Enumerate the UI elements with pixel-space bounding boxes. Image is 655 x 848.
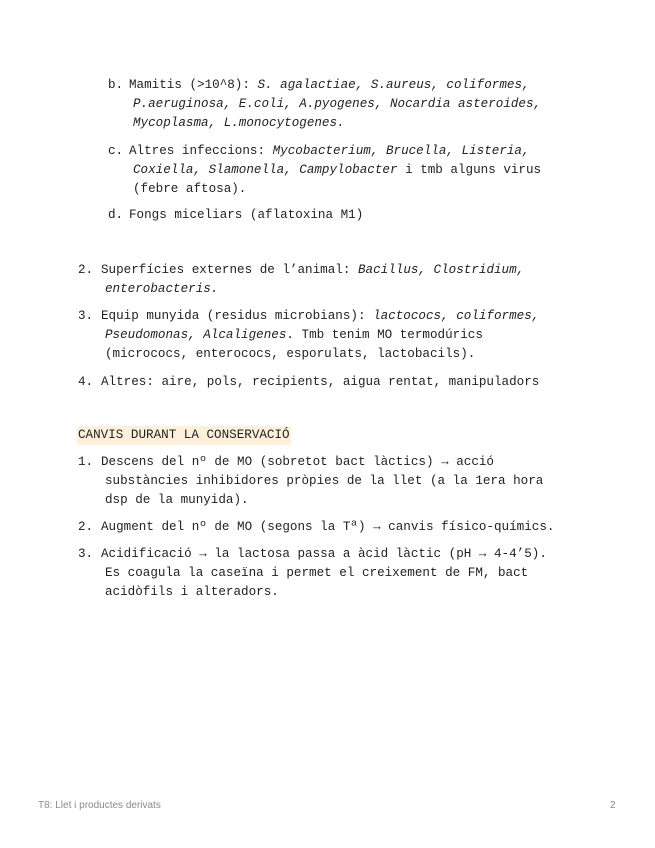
list-marker: 2.	[78, 520, 94, 534]
list-item-line: acidòfils i alteradors.	[105, 585, 279, 599]
list-item-line: Pseudomonas, Alcaligenes. Tmb tenim MO termodúrics	[105, 328, 483, 342]
list-item-line: Mamitis (>10^8): S. agalactiae, S.aureus, coliformes,	[129, 78, 530, 92]
list-item-line: (micrococs, enterococs, esporulats, lactobacils).	[105, 347, 476, 361]
list-item-line: Equip munyida (residus microbians): lactococs, coliformes,	[101, 309, 540, 323]
list-item-line: enterobacteris.	[105, 282, 219, 296]
list-item-line: substàncies inhibidores pròpies de la llet (a la 1era hora	[105, 474, 544, 488]
list-item-line: Altres infeccions: Mycobacterium, Brucella, Listeria,	[129, 144, 530, 158]
list-item-line: (febre aftosa).	[133, 182, 247, 196]
list-item-line: Fongs miceliars (aflatoxina M1)	[129, 208, 364, 222]
list-marker: 4.	[78, 375, 94, 389]
list-item-line: Coxiella, Slamonella, Campylobacter i tmb alguns virus	[133, 163, 542, 177]
list-item-line: Descens del nº de MO (sobretot bact làctics) → acció	[101, 455, 494, 469]
list-item-line: Altres: aire, pols, recipients, aigua rentat, manipuladors	[101, 375, 540, 389]
list-item-line: dsp de la munyida).	[105, 493, 249, 507]
list-item-line: Augment del nº de MO (segons la Tª) → canvis físico-químics.	[101, 520, 555, 534]
list-item-line: Acidificació → la lactosa passa a àcid làctic (pH → 4-4’5).	[101, 547, 547, 561]
list-marker: 2.	[78, 263, 94, 277]
list-item-line: Superfícies externes de l’animal: Bacillus, Clostridium,	[101, 263, 525, 277]
list-marker: b.	[108, 78, 124, 92]
list-marker: c.	[108, 144, 124, 158]
footer-document-title: T8: Llet i productes derivats	[38, 800, 161, 811]
list-marker: 1.	[78, 455, 94, 469]
list-marker: 3.	[78, 547, 94, 561]
list-item-line: Es coagula la caseïna i permet el creixement de FM, bact	[105, 566, 529, 580]
list-marker: 3.	[78, 309, 94, 323]
list-item-line: P.aeruginosa, E.coli, A.pyogenes, Nocardia asteroides,	[133, 97, 542, 111]
list-item-line: Mycoplasma, L.monocytogenes.	[133, 116, 345, 130]
section-heading: CANVIS DURANT LA CONSERVACIÓ	[77, 426, 291, 445]
list-marker: d.	[108, 208, 124, 222]
page-number: 2	[610, 800, 616, 811]
